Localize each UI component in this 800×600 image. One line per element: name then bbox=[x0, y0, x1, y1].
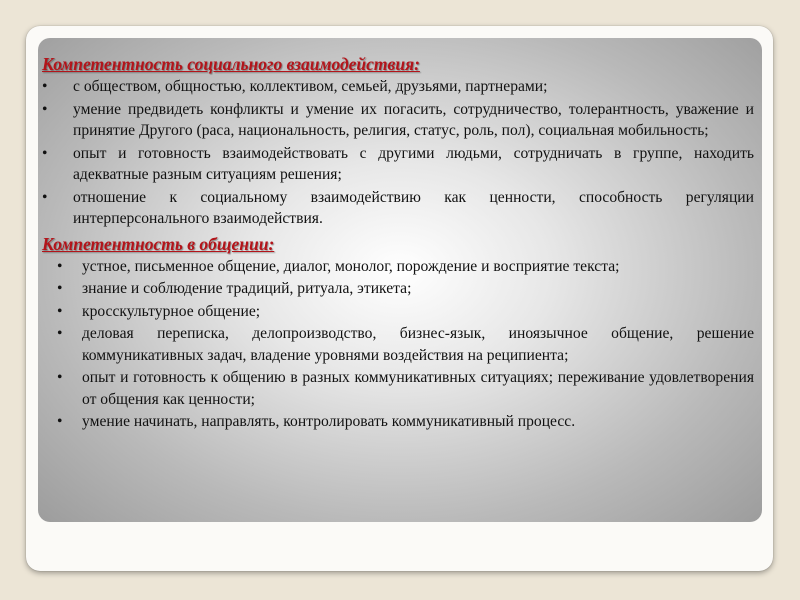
list-item-text: деловая переписка, делопроизводство, бизнес-язык, иноязычное общение, решение коммуникативных задач, владение уровнями воздействия на реципиента; bbox=[82, 325, 754, 364]
bullet: • bbox=[42, 100, 48, 118]
bullet: • bbox=[57, 280, 63, 297]
social-interaction-list bbox=[42, 76, 754, 230]
list-item-text: умение начинать, направлять, контролировать коммуникативный процесс. bbox=[82, 413, 576, 430]
list-item bbox=[42, 76, 754, 98]
bullet: • bbox=[57, 413, 63, 430]
bullet: • bbox=[42, 144, 48, 162]
list-item-text: умение предвидеть конфликты и умение их погасить, сотрудничество, толерантность, уважение и принятие Другого (раса, национальность, религия, статус, роль, пол), социальная мобильность; bbox=[73, 100, 754, 139]
slide-content bbox=[42, 52, 754, 434]
list-item-text: устное, письменное общение, диалог, монолог, порождение и восприятие текста; bbox=[82, 257, 620, 275]
bullet: • bbox=[57, 369, 63, 386]
bullet: • bbox=[42, 78, 48, 95]
list-item bbox=[42, 278, 754, 300]
list-item-text: с обществом, общностью, коллективом, семьей, друзьями, партнерами; bbox=[73, 78, 548, 95]
section-heading-communication: Компетентность в общении: bbox=[42, 233, 275, 254]
list-item-text: отношение к социальному взаимодействию как ценности, способность регуляции интерперсонального взаимодействия. bbox=[73, 188, 754, 227]
list-item-text: кросскультурное общение; bbox=[82, 302, 261, 320]
bullet: • bbox=[57, 302, 63, 320]
list-item bbox=[42, 256, 754, 278]
list-item bbox=[42, 323, 754, 366]
bullet: • bbox=[57, 325, 63, 342]
list-item-text: знание и соблюдение традиций, ритуала, этикета; bbox=[82, 280, 412, 297]
section-heading-social-interaction: Компетентность социального взаимодействия: bbox=[42, 54, 420, 74]
list-item bbox=[42, 187, 754, 230]
bullet: • bbox=[42, 188, 48, 206]
list-item bbox=[42, 411, 754, 433]
list-item bbox=[42, 143, 754, 186]
list-item bbox=[42, 99, 754, 142]
list-item-text: опыт и готовность к общению в разных коммуникативных ситуациях; переживание удовлетворения от общения как ценности; bbox=[82, 369, 754, 408]
list-item bbox=[42, 301, 754, 323]
bullet: • bbox=[57, 257, 63, 275]
communication-list bbox=[42, 256, 754, 433]
list-item-text: опыт и готовность взаимодействовать с другими людьми, сотрудничать в группе, находить адекватные разным ситуациям решения; bbox=[73, 144, 754, 183]
list-item bbox=[42, 367, 754, 410]
